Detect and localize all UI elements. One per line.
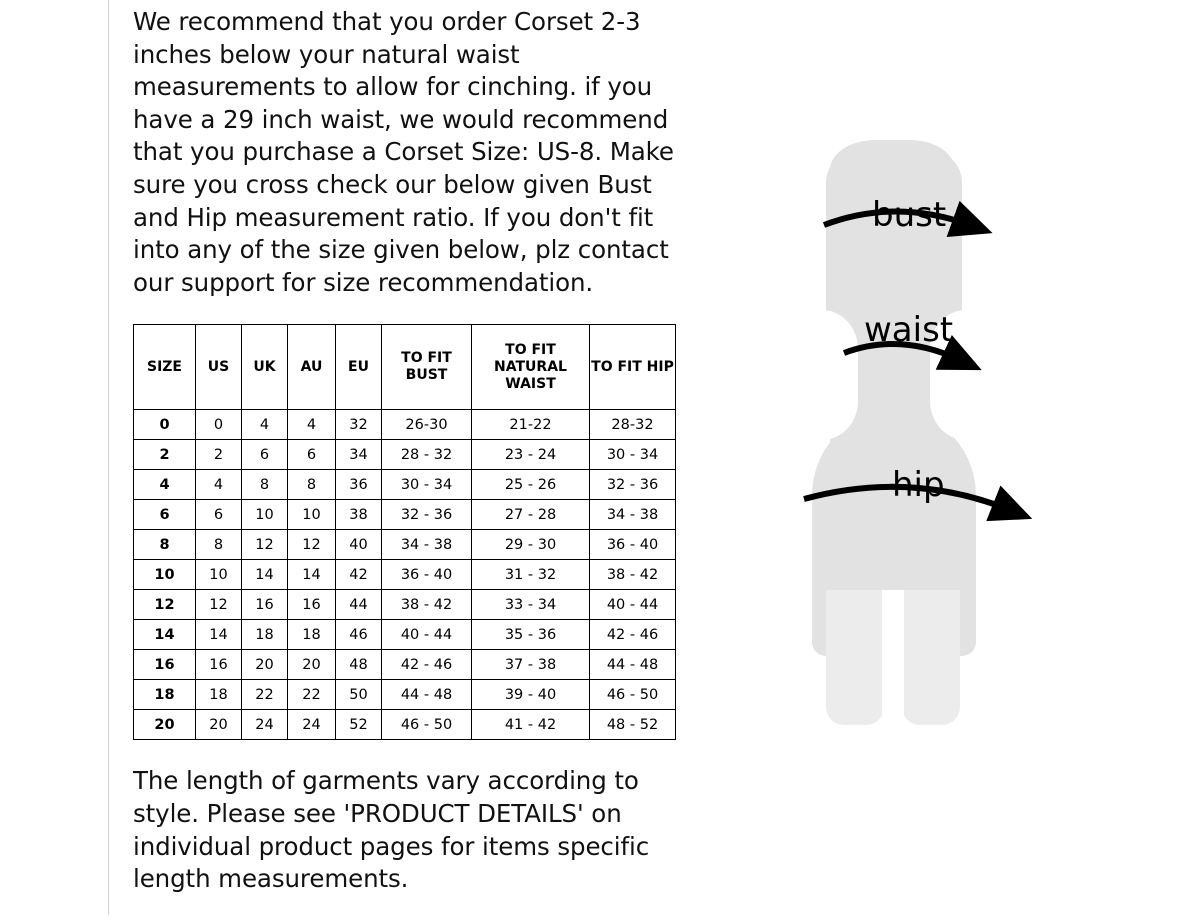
table-row	[134, 710, 676, 740]
cell-size: 18	[134, 680, 196, 710]
cell-waist: 35 - 36	[472, 620, 590, 650]
cell-size: 6	[134, 500, 196, 530]
cell-au: 4	[288, 410, 336, 440]
cell-eu: 44	[336, 590, 382, 620]
cell-eu: 40	[336, 530, 382, 560]
cell-bust: 44 - 48	[382, 680, 472, 710]
cell-size: 2	[134, 440, 196, 470]
column-header-size: SIZE	[134, 325, 196, 410]
text-and-table-column	[133, 0, 693, 920]
cell-bust: 40 - 44	[382, 620, 472, 650]
outro-paragraph: The length of garments vary according to style. Please see 'PRODUCT DETAILS' on individual product pages for items specific length measurements.	[133, 766, 650, 894]
measurement-arrows	[760, 120, 1140, 800]
cell-uk: 22	[242, 680, 288, 710]
cell-eu: 52	[336, 710, 382, 740]
cell-eu: 38	[336, 500, 382, 530]
cell-au: 14	[288, 560, 336, 590]
cell-waist: 39 - 40	[472, 680, 590, 710]
column-header-hip: TO FIT HIP	[590, 325, 676, 410]
cell-hip: 32 - 36	[590, 470, 676, 500]
intro-paragraph: We recommend that you order Corset 2-3 inches below your natural waist measurements to allow for cinching. if you have a 29 inch waist, we would recommend that you purchase a Corset Size: US-8. Make sure you cross check our below given Bust and Hip measurement ratio. If you don't fit into any of the size given below, plz contact our support for size recommendation.	[133, 7, 674, 297]
cell-uk: 20	[242, 650, 288, 680]
cell-hip: 44 - 48	[590, 650, 676, 680]
cell-uk: 24	[242, 710, 288, 740]
cell-hip: 40 - 44	[590, 590, 676, 620]
cell-au: 8	[288, 470, 336, 500]
cell-waist: 21-22	[472, 410, 590, 440]
table-row	[134, 500, 676, 530]
column-header-us: US	[196, 325, 242, 410]
cell-uk: 14	[242, 560, 288, 590]
cell-au: 22	[288, 680, 336, 710]
table-body	[134, 410, 676, 740]
cell-size: 4	[134, 470, 196, 500]
cell-eu: 42	[336, 560, 382, 590]
table-row	[134, 650, 676, 680]
cell-us: 14	[196, 620, 242, 650]
cell-waist: 25 - 26	[472, 470, 590, 500]
measurement-figure	[760, 120, 1140, 800]
cell-us: 18	[196, 680, 242, 710]
cell-eu: 48	[336, 650, 382, 680]
cell-uk: 18	[242, 620, 288, 650]
table-header-row	[134, 325, 676, 410]
cell-us: 2	[196, 440, 242, 470]
cell-waist: 41 - 42	[472, 710, 590, 740]
cell-size: 8	[134, 530, 196, 560]
column-header-au: AU	[288, 325, 336, 410]
cell-hip: 38 - 42	[590, 560, 676, 590]
cell-size: 0	[134, 410, 196, 440]
cell-bust: 38 - 42	[382, 590, 472, 620]
cell-bust: 30 - 34	[382, 470, 472, 500]
cell-size: 14	[134, 620, 196, 650]
cell-us: 8	[196, 530, 242, 560]
cell-uk: 12	[242, 530, 288, 560]
cell-bust: 34 - 38	[382, 530, 472, 560]
cell-us: 6	[196, 500, 242, 530]
cell-us: 12	[196, 590, 242, 620]
cell-au: 6	[288, 440, 336, 470]
cell-hip: 30 - 34	[590, 440, 676, 470]
cell-uk: 8	[242, 470, 288, 500]
cell-au: 16	[288, 590, 336, 620]
cell-eu: 32	[336, 410, 382, 440]
cell-size: 12	[134, 590, 196, 620]
cell-us: 0	[196, 410, 242, 440]
table-row	[134, 620, 676, 650]
cell-au: 10	[288, 500, 336, 530]
cell-au: 20	[288, 650, 336, 680]
cell-size: 10	[134, 560, 196, 590]
cell-size: 20	[134, 710, 196, 740]
table-row	[134, 440, 676, 470]
cell-eu: 46	[336, 620, 382, 650]
cell-uk: 10	[242, 500, 288, 530]
cell-us: 16	[196, 650, 242, 680]
cell-bust: 36 - 40	[382, 560, 472, 590]
column-header-uk: UK	[242, 325, 288, 410]
cell-waist: 33 - 34	[472, 590, 590, 620]
table-row	[134, 530, 676, 560]
table-header	[134, 325, 676, 410]
cell-au: 18	[288, 620, 336, 650]
cell-uk: 16	[242, 590, 288, 620]
cell-eu: 36	[336, 470, 382, 500]
cell-waist: 23 - 24	[472, 440, 590, 470]
cell-hip: 28-32	[590, 410, 676, 440]
cell-bust: 32 - 36	[382, 500, 472, 530]
column-header-waist: TO FIT NATURAL WAIST	[472, 325, 590, 410]
cell-size: 16	[134, 650, 196, 680]
table-row	[134, 680, 676, 710]
cell-uk: 4	[242, 410, 288, 440]
table-row	[134, 560, 676, 590]
bust-label: bust	[872, 195, 947, 235]
cell-waist: 29 - 30	[472, 530, 590, 560]
column-header-eu: EU	[336, 325, 382, 410]
cell-bust: 26-30	[382, 410, 472, 440]
cell-hip: 48 - 52	[590, 710, 676, 740]
hip-label: hip	[892, 465, 945, 505]
waist-label: waist	[864, 310, 954, 350]
cell-eu: 50	[336, 680, 382, 710]
cell-us: 4	[196, 470, 242, 500]
size-chart-table	[133, 324, 676, 740]
cell-au: 24	[288, 710, 336, 740]
cell-waist: 37 - 38	[472, 650, 590, 680]
left-margin-rule	[108, 0, 109, 915]
cell-bust: 46 - 50	[382, 710, 472, 740]
column-header-bust: TO FIT BUST	[382, 325, 472, 410]
cell-hip: 34 - 38	[590, 500, 676, 530]
cell-waist: 27 - 28	[472, 500, 590, 530]
cell-hip: 42 - 46	[590, 620, 676, 650]
table-row	[134, 590, 676, 620]
cell-bust: 42 - 46	[382, 650, 472, 680]
cell-hip: 46 - 50	[590, 680, 676, 710]
cell-us: 10	[196, 560, 242, 590]
table-row	[134, 470, 676, 500]
cell-waist: 31 - 32	[472, 560, 590, 590]
cell-us: 20	[196, 710, 242, 740]
cell-bust: 28 - 32	[382, 440, 472, 470]
cell-hip: 36 - 40	[590, 530, 676, 560]
cell-eu: 34	[336, 440, 382, 470]
cell-au: 12	[288, 530, 336, 560]
table-row	[134, 410, 676, 440]
cell-uk: 6	[242, 440, 288, 470]
